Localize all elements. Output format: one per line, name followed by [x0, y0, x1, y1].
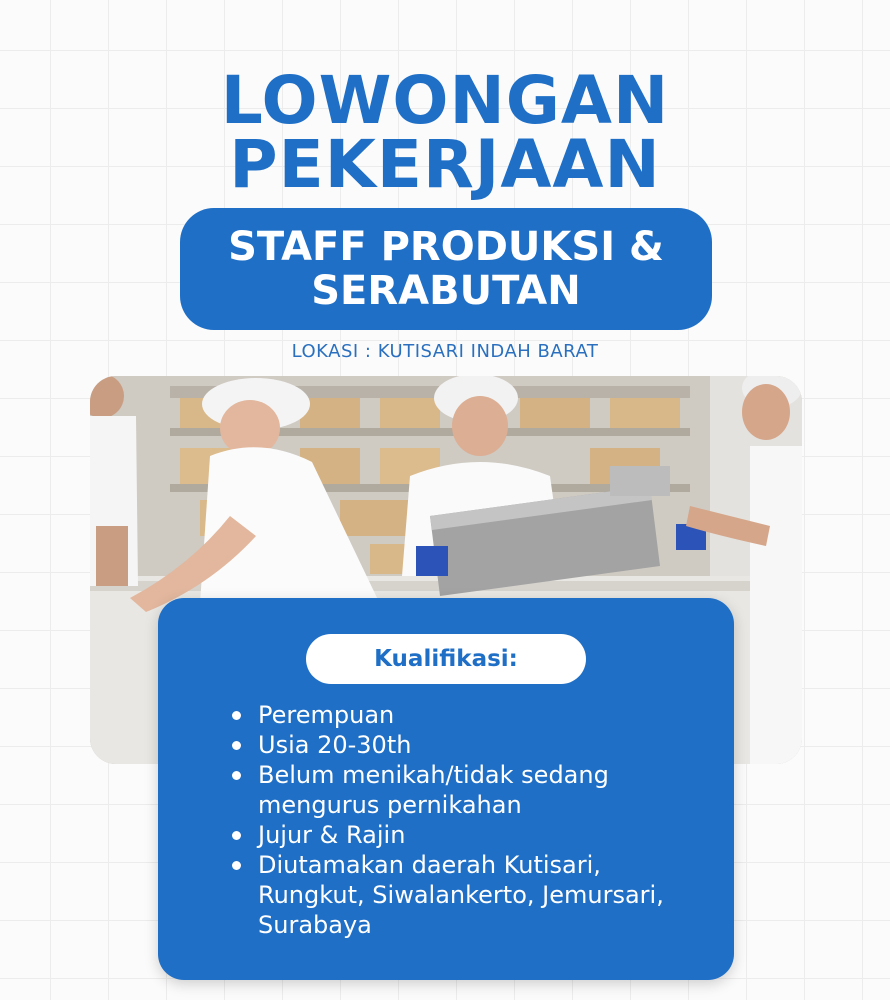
worker-face [452, 396, 508, 456]
list-item [232, 700, 702, 730]
bullet-dot-icon [232, 741, 241, 750]
bullet-dot-icon [232, 861, 241, 870]
bullet-dot-icon [232, 771, 241, 780]
machine-part [416, 546, 448, 576]
box [340, 500, 410, 536]
job-title-line-2: SERABUTAN [311, 268, 581, 314]
list-item [232, 850, 702, 940]
qualification-text: Belum menikah/tidak sedang mengurus pernikahan [258, 761, 609, 819]
qualification-text: Jujur & Rajin [258, 821, 406, 849]
list-item [232, 760, 702, 820]
worker-face [742, 384, 790, 440]
job-title-banner [180, 208, 712, 330]
box [610, 398, 680, 428]
qualification-text: Diutamakan daerah Kutisari, Rungkut, Siwalankerto, Jemursari, Surabaya [258, 851, 664, 939]
job-title-line-1: STAFF PRODUKSI & [228, 224, 664, 270]
qualifications-list [232, 700, 702, 940]
list-item [232, 820, 702, 850]
bullet-dot-icon [232, 831, 241, 840]
box [520, 398, 590, 428]
qualification-text: Usia 20-30th [258, 731, 412, 759]
worker-arm [96, 526, 128, 586]
title-line-1: LOWONGAN [220, 62, 670, 139]
worker-uniform [750, 446, 802, 764]
qualification-text: Perempuan [258, 701, 395, 729]
qualifications-card [158, 598, 734, 980]
list-item [232, 730, 702, 760]
title-line-2: PEKERJAAN [229, 126, 661, 203]
location-text: LOKASI : KUTISARI INDAH BARAT [291, 341, 599, 362]
machine-part [610, 466, 670, 496]
bullet-dot-icon [232, 711, 241, 720]
box [380, 398, 440, 428]
qualifications-heading: Kualifikasi: [306, 634, 586, 684]
